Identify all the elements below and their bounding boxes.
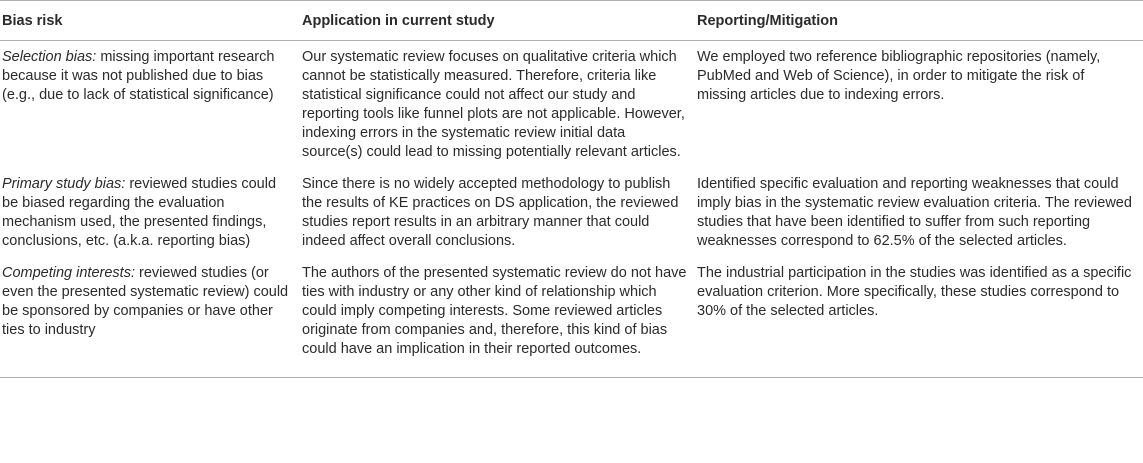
application-cell: Our systematic review focuses on qualitative criteria which cannot be statistically measured. Therefore, criteria like statistical significance could not affect our study and reporting tools like funnel plots are not applicable. However, indexing errors in the systematic review initial data source(s) could lead to missing potentially relevant articles. [302, 49, 685, 160]
mitigation-cell: Identified specific evaluation and reporting weaknesses that could imply bias in the systematic review evaluation criteria. The reviewed studies that have been identified to suffer from such reporting weaknesses correspond to 62.5% of the selected articles. [697, 176, 1132, 249]
mitigation-cell: The industrial participation in the studies was identified as a specific evaluation criterion. More specifically, these studies correspond to 30% of the selected articles. [695, 257, 1143, 378]
risk-name: Selection bias: [2, 49, 97, 65]
table-body [0, 41, 1143, 378]
risk-description: missing important research because it was not published due to bias (e.g., due to lack of statistical significance) [2, 49, 275, 103]
header-bias-risk: Bias risk [0, 1, 300, 41]
application-cell: The authors of the presented systematic review do not have ties with industry or any other kind of relationship which could imply competing interests. Some reviewed articles originate from companies and, therefore, this kind of bias could have an implication in their reported outcomes. [300, 257, 695, 378]
application-cell: Since there is no widely accepted methodology to publish the results of KE practices on DS application, the reviewed studies report results in an arbitrary manner that could indeed affect overall conclusions. [302, 176, 679, 249]
header-reporting-mitigation: Reporting/Mitigation [695, 1, 1143, 41]
mitigation-cell: We employed two reference bibliographic repositories (namely, PubMed and Web of Science), in order to mitigate the risk of missing articles due to indexing errors. [697, 49, 1101, 103]
bias-risk-cell [0, 41, 300, 169]
risk-name: Primary study bias: [2, 176, 126, 192]
table-row [0, 257, 1143, 378]
risk-description: reviewed studies could be biased regarding the evaluation mechanism used, the presented findings, conclusions, etc. (a.k.a. reporting bias) [2, 176, 277, 249]
header-application: Application in current study [300, 1, 695, 41]
risk-name: Competing interests: [2, 265, 135, 281]
bias-risk-cell [0, 257, 300, 378]
table-row [0, 41, 1143, 169]
risk-description: reviewed studies (or even the presented systematic review) could be sponsored by companies or have other ties to industry [2, 265, 289, 338]
table-header [0, 1, 1143, 41]
table-row [0, 168, 1143, 257]
bias-risk-cell [0, 168, 300, 257]
header-row [0, 1, 1143, 41]
